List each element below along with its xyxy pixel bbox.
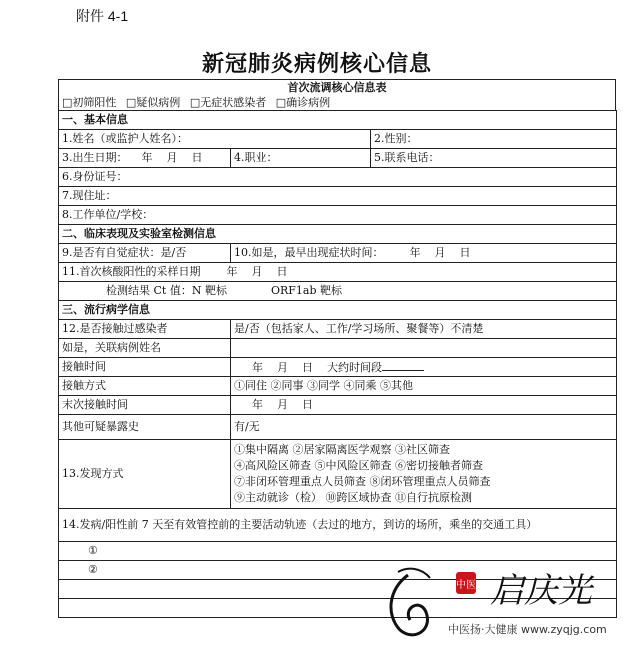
month-unit: 月 [166, 151, 178, 164]
discovery-method-label: 13.发现方式 [59, 440, 231, 509]
discovery-option-line: ①集中隔离 ②居家隔离医学观察 ③社区筛查 [234, 443, 450, 456]
discovery-option-line: ⑨主动就诊（检） ⑩跨区域协查 ⑪自行抗原检测 [234, 491, 472, 504]
last-contact-value[interactable] [231, 396, 617, 415]
discovery-option-line: ⑦非闭环管理重点人员筛查 ⑧闭环管理重点人员筛查 [234, 475, 491, 488]
other-exposure-answer[interactable]: 有/无 [231, 415, 617, 440]
month-unit: 月 [251, 265, 263, 278]
birth-date-field[interactable] [59, 149, 231, 168]
page-title: 新冠肺炎病例核心信息 [201, 52, 432, 77]
day-unit: 日 [302, 360, 313, 374]
last-contact-label: 末次接触时间 [59, 396, 231, 415]
birth-date-label: 3.出生日期： [62, 151, 128, 164]
case-type-options [58, 95, 616, 110]
contact-answer[interactable]: 是/否（包括家人、工作/学习场所、聚餐等）不清楚 [231, 320, 617, 339]
contact-mode-label: 接触方式 [59, 377, 231, 396]
occupation-field[interactable]: 4.职业： [231, 149, 371, 168]
contact-mode-options[interactable]: ①同住 ②同事 ③同学 ④同乘 ⑤其他 [231, 377, 617, 396]
id-number-field[interactable]: 6.身份证号： [59, 168, 617, 187]
contact-time-value[interactable] [231, 358, 617, 377]
contact-time-label: 接触时间 [59, 358, 231, 377]
phone-field[interactable]: 5.联系电话： [371, 149, 617, 168]
day-unit: 日 [276, 265, 288, 278]
annex-label: 附件 4-1 [76, 8, 129, 24]
month-unit: 月 [277, 360, 288, 374]
form-title: 首次流调核心信息表 [58, 79, 616, 95]
workplace-field[interactable]: 8.工作单位/学校： [59, 206, 617, 225]
address-field[interactable]: 7.现住址： [59, 187, 617, 206]
month-unit: 月 [277, 398, 288, 411]
track-index-1: ① [88, 544, 98, 557]
year-unit: 年 [252, 398, 263, 411]
year-unit: 年 [409, 246, 421, 259]
case-type-confirmed[interactable]: □确诊病例 [275, 96, 331, 109]
case-form [58, 79, 616, 618]
watermark-website[interactable]: 中医扬·大健康 www.zyqjg.com [448, 623, 607, 636]
section-clinical-info: 二、临床表现及实验室检测信息 [59, 225, 617, 244]
other-exposure-label: 其他可疑暴露史 [59, 415, 231, 440]
watermark-badge: 中医 [456, 580, 476, 591]
section-basic-info: 一、基本信息 [59, 111, 617, 130]
sampling-date-field[interactable] [59, 263, 617, 282]
year-unit: 年 [252, 360, 263, 374]
symptom-question[interactable]: 9.是否有自觉症状：是/否 [59, 244, 231, 263]
track-index-2: ② [88, 563, 98, 576]
ct-n-label: 检测结果 Ct 值：N 靶标 [106, 284, 227, 297]
onset-time-label: 10.如是，最早出现症状时间： [234, 246, 384, 259]
blank-underline [382, 360, 424, 371]
day-unit: 日 [191, 151, 203, 164]
related-case-label: 如是，关联病例姓名 [59, 339, 231, 358]
ct-value-field[interactable] [59, 282, 617, 301]
watermark-name: 启庆光 [490, 571, 592, 611]
discovery-method-options[interactable] [231, 440, 617, 509]
year-unit: 年 [141, 151, 153, 164]
related-case-value[interactable] [231, 339, 617, 358]
month-unit: 月 [434, 246, 446, 259]
sampling-date-label: 11.首次核酸阳性的采样日期 [62, 265, 201, 278]
discovery-option-line: ④高风险区筛查 ⑤中风险区筛查 ⑥密切接触者筛查 [234, 459, 483, 472]
year-unit: 年 [226, 265, 238, 278]
gender-field[interactable]: 2.性别： [371, 130, 617, 149]
contact-question: 12.是否接触过感染者 [59, 320, 231, 339]
activity-track-question: 14.发病/阳性前 7 天至有效管控前的主要活动轨迹（去过的地方，到访的场所，乘坐的交通工具） [59, 509, 617, 542]
track-row-1[interactable] [59, 542, 617, 561]
section-epi-info: 三、流行病学信息 [59, 301, 617, 320]
name-field[interactable]: 1.姓名（或监护人姓名）： [59, 130, 371, 149]
case-type-asymptomatic[interactable]: □无症状感染者 [189, 96, 267, 109]
ct-orf-label: ORF1ab 靶标 [270, 284, 342, 297]
info-table [58, 110, 617, 618]
day-unit: 日 [302, 398, 313, 411]
contact-period-label: 大约时间段 [327, 360, 382, 374]
case-type-initial-positive[interactable]: □初筛阳性 [62, 96, 117, 109]
case-type-suspected[interactable]: □疑似病例 [125, 96, 181, 109]
onset-time-field[interactable] [231, 244, 617, 263]
day-unit: 日 [459, 246, 471, 259]
